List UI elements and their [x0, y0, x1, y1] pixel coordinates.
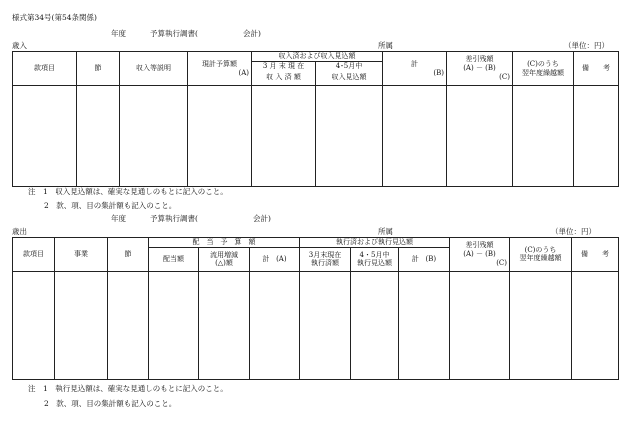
cell[interactable]	[510, 271, 572, 379]
s2-h-uchi	[510, 238, 572, 272]
s2-h-sub1-2: 執行済額	[311, 259, 340, 268]
s1-shozoku-label: 所属	[378, 41, 393, 50]
s1-h-uchi-1: (C)のうち	[527, 59, 559, 68]
s2-h-sub2-1: 4・5月中	[359, 250, 390, 259]
s2-h-sub2-2: 執行見込額	[357, 259, 393, 268]
s1-h-genkei-1: 現計予算額	[202, 59, 237, 68]
s2-h-sub2	[351, 247, 399, 271]
s1-h-sashihiki	[447, 52, 513, 86]
s1-h-genkei-2: (A)	[238, 68, 249, 77]
cell[interactable]	[383, 86, 447, 187]
cell[interactable]	[513, 86, 574, 187]
s2-shozoku-label: 所属	[378, 227, 393, 236]
s2-h-uchi-2: 翌年度繰越額	[519, 254, 562, 263]
s2-h-haito: 配当額	[149, 247, 199, 271]
s2-h-ryuyo-1: 流用増減	[210, 250, 238, 259]
s2-h-sashihiki-1: 差引残額	[465, 241, 494, 250]
s1-h-shuunyu-setsumei: 収入等説明	[120, 52, 188, 86]
s2-side-label: 歳出	[12, 227, 27, 236]
s1-note1: 注 1 収入見込額は、確実な見通しのもとに記入のこと。	[28, 187, 228, 196]
cell[interactable]	[199, 271, 250, 379]
s1-kaikei: 会計)	[243, 29, 261, 38]
s2-h-kei-a	[250, 247, 300, 271]
s1-h-setsu: 節	[77, 52, 120, 86]
s1-h-kouroku: 款項目	[13, 52, 77, 86]
s2-unit: （単位：円）	[551, 227, 596, 236]
s2-h-kei-b-2: (B)	[425, 254, 437, 263]
s1-h-kei	[383, 52, 447, 86]
s2-table	[12, 237, 619, 380]
s1-h-kei-2: (B)	[433, 68, 444, 77]
s1-h-uchi	[513, 52, 574, 86]
s2-h-sub1-1: 3月末現在	[308, 250, 342, 259]
s1-unit: （単位：円）	[564, 41, 609, 50]
s2-note1: 注 1 執行見込額は、確実な見通しのもとに記入のこと。	[28, 384, 228, 393]
cell[interactable]	[13, 271, 55, 379]
s1-side-label: 歳入	[12, 41, 27, 50]
cell[interactable]	[572, 271, 619, 379]
cell[interactable]	[399, 271, 450, 379]
cell[interactable]	[447, 86, 513, 187]
cell[interactable]	[250, 271, 300, 379]
s2-h-ryuyo-2: (△)額	[215, 259, 233, 268]
cell[interactable]	[120, 86, 188, 187]
cell[interactable]	[188, 86, 252, 187]
s2-h-exec-group: 執行済および執行見込額	[300, 238, 450, 248]
cell[interactable]	[300, 271, 351, 379]
s1-h-sashihiki-2: (A) － (B)	[463, 64, 496, 73]
s1-h-uchi-2: 翌年度繰越額	[522, 68, 564, 77]
s2-note2: 2 款、項、目の集計額も記入のこと。	[44, 399, 177, 408]
s1-body-row	[13, 86, 619, 187]
cell[interactable]	[13, 86, 77, 187]
s2-h-biko: 備 考	[572, 238, 619, 272]
s2-h-sashihiki	[450, 238, 510, 272]
s1-h-sub2-line2: 収入見込額	[316, 71, 383, 86]
s2-h-jigyo: 事業	[55, 238, 108, 272]
s2-kaikei: 会計)	[253, 214, 271, 223]
s1-h-sashihiki-3: (C)	[499, 72, 510, 81]
s2-nendo: 年度	[111, 214, 126, 223]
s2-h-kei-b-1: 計	[411, 254, 419, 263]
s1-h-genkei	[188, 52, 252, 86]
s1-h-sub2-line1: 4･5月中	[316, 61, 383, 70]
cell[interactable]	[149, 271, 199, 379]
s2-h-ryuyo	[199, 247, 250, 271]
s1-h-kei-1: 計	[411, 59, 418, 68]
s1-nendo: 年度	[111, 29, 126, 38]
s1-h-biko: 備 考	[574, 52, 619, 86]
s1-note2: 2 款、項、目の集計額も記入のこと。	[44, 201, 177, 210]
s2-h-sub1	[300, 247, 351, 271]
s1-h-sashihiki-1: 差引残額	[465, 55, 494, 64]
s1-doc-title: 予算執行調書(	[150, 29, 198, 38]
s1-h-sub1-line2: 収 入 済 額	[252, 71, 316, 86]
s2-h-kei-a-2: (A)	[276, 254, 287, 263]
s2-h-sashihiki-3: (C)	[496, 258, 508, 267]
s2-body-row	[13, 271, 619, 379]
s2-h-kei-a-1: 計	[262, 254, 270, 263]
s1-h-sub1-line1: 3 月 末 現 在	[252, 61, 316, 70]
form-number: 様式第34号(第54条関係)	[12, 13, 97, 22]
cell[interactable]	[108, 271, 149, 379]
s1-table	[12, 51, 619, 187]
s2-h-haito-group: 配 当 予 算 額	[149, 238, 300, 248]
s2-h-sashihiki-2: (A) － (B)	[463, 250, 496, 258]
cell[interactable]	[574, 86, 619, 187]
s2-h-kei-b	[399, 247, 450, 271]
s2-h-uchi-1: (C)のうち	[524, 245, 557, 254]
s2-doc-title: 予算執行調書(	[150, 214, 198, 223]
cell[interactable]	[55, 271, 108, 379]
cell[interactable]	[77, 86, 120, 187]
s2-h-setsu: 節	[108, 238, 149, 272]
cell[interactable]	[351, 271, 399, 379]
s2-h-kouroku: 款項目	[13, 238, 55, 272]
s1-h-group: 収入済および収入見込額	[252, 52, 383, 62]
cell[interactable]	[316, 86, 383, 187]
cell[interactable]	[450, 271, 510, 379]
cell[interactable]	[252, 86, 316, 187]
